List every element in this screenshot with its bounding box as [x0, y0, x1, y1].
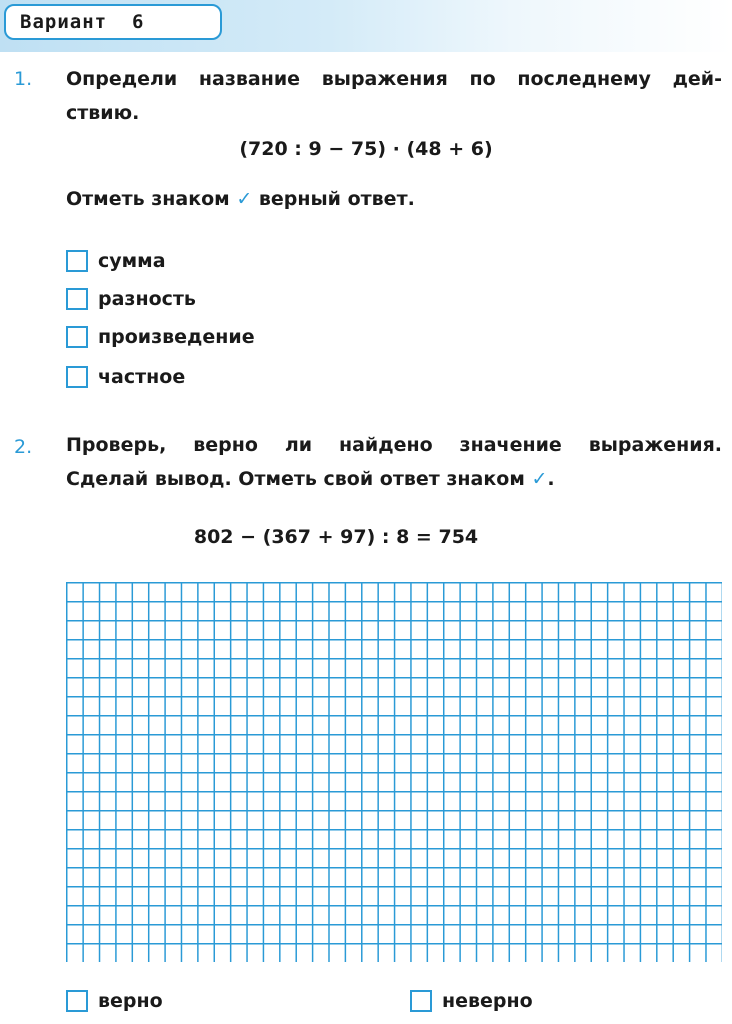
option-label: произведение: [98, 326, 255, 348]
task2-line1: Проверь, верно ли найдено значение выражения.: [66, 434, 722, 456]
task2-line2-after: .: [547, 468, 555, 490]
task1-line1: Определи название выражения по последнему дей-: [66, 68, 722, 90]
task2-line2: [66, 464, 555, 494]
checkbox[interactable]: [66, 366, 88, 388]
task1-instruction: [66, 184, 415, 214]
task2-line2-before: Сделай вывод. Отметь свой ответ знаком: [66, 468, 532, 490]
checkbox[interactable]: [410, 990, 432, 1012]
variant-title: Вариант 6: [4, 4, 222, 40]
option-label: сумма: [98, 250, 166, 272]
option-label: частное: [98, 366, 186, 388]
task1-expression: (720 : 9 − 75) · (48 + 6): [239, 138, 493, 160]
option-label: разность: [98, 288, 196, 310]
check-mark-icon: ✓: [531, 468, 548, 490]
answer-label: неверно: [442, 990, 533, 1012]
task1-instruction-before: Отметь знаком: [66, 188, 237, 210]
checkbox[interactable]: [66, 990, 88, 1012]
answer-incorrect[interactable]: [410, 988, 533, 1014]
task2-expression: 802 − (367 + 97) : 8 = 754: [193, 526, 479, 548]
task1-line2: ствию.: [66, 102, 140, 124]
checkbox[interactable]: [66, 288, 88, 310]
checkbox[interactable]: [66, 326, 88, 348]
answer-label: верно: [98, 990, 163, 1012]
answer-correct[interactable]: [66, 988, 163, 1014]
task1-instruction-after: верный ответ.: [252, 188, 415, 210]
work-grid[interactable]: [66, 582, 722, 962]
task2-number: 2.: [14, 436, 33, 458]
option-difference[interactable]: [66, 286, 196, 312]
option-product[interactable]: [66, 324, 255, 350]
check-mark-icon: ✓: [236, 188, 253, 210]
task1-number: 1.: [14, 68, 33, 90]
checkbox[interactable]: [66, 250, 88, 272]
option-sum[interactable]: [66, 248, 166, 274]
option-quotient[interactable]: [66, 364, 185, 390]
